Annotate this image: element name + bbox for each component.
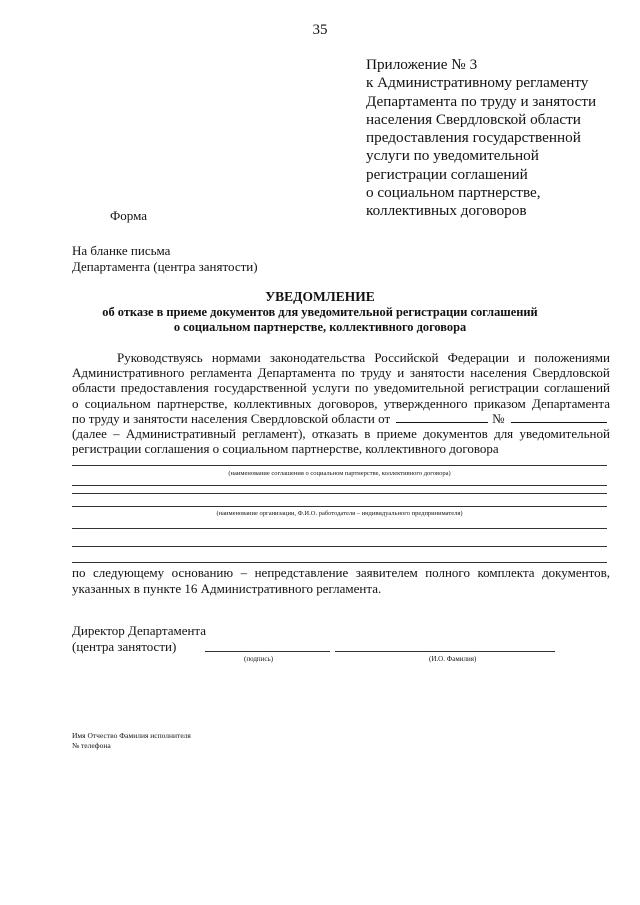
fill-line (72, 493, 607, 494)
word: Федерации (447, 350, 510, 365)
word: комплекта (477, 565, 535, 580)
word: нормами (211, 350, 261, 365)
word: документов, (542, 565, 610, 580)
notice-body (72, 350, 610, 456)
word: труду (360, 365, 392, 381)
body-line-2 (72, 365, 610, 380)
appendix-line: предоставления государственной (366, 129, 581, 147)
refusal-basis (72, 565, 610, 597)
order-number-blank (511, 411, 607, 423)
body-line-4 (72, 396, 610, 411)
word: утвержденного (383, 395, 468, 411)
appendix-block (366, 56, 596, 221)
appendix-line: Департамента по труду и занятости (366, 92, 597, 110)
document-title: УВЕДОМЛЕНИЕ (265, 289, 375, 304)
word: – (240, 565, 248, 580)
full-name-line (335, 651, 555, 652)
agreement-name-caption: (наименование соглашения о социальном партнерстве, коллективного договора) (228, 470, 451, 477)
appendix-line: услуги по уведомительной (366, 147, 539, 165)
word: (далее (72, 426, 107, 442)
body-line-1 (72, 350, 610, 365)
word: предоставления (120, 380, 209, 396)
fill-line (72, 528, 607, 529)
document-subtitle-2: о социальном партнерстве, коллективного договора (173, 320, 467, 334)
word: положениями (534, 350, 610, 365)
word: регламента (190, 365, 252, 381)
document-subtitle-1: об отказе в приеме документов для уведомительной регистрации соглашений (102, 305, 538, 319)
word: Руководствуясь (117, 350, 203, 365)
word: социальном (84, 395, 151, 411)
appendix-line: о социальном партнерстве, (366, 184, 541, 202)
word: приеме (376, 426, 417, 442)
word: Департамента (257, 365, 336, 381)
word: документов (423, 426, 488, 442)
word: о (72, 395, 79, 411)
word: регистрации (469, 380, 539, 396)
fill-line (72, 485, 607, 486)
word: Административного (72, 365, 185, 381)
letterhead-line-2: Департамента (центра занятости) (72, 259, 258, 274)
word: Свердловской (532, 365, 610, 381)
word: договоров, (317, 395, 378, 411)
director-line-2: (центра занятости) (72, 639, 177, 654)
word: – (113, 426, 120, 442)
word: Административный (125, 426, 236, 442)
org-name-line (72, 506, 607, 507)
org-name-caption: (наименование организации, Ф.И.О. работодателя – индивидуального предпринимателя) (216, 510, 463, 517)
word: государственной (214, 380, 307, 396)
word: непредставление (254, 565, 349, 580)
body-line-5 (72, 411, 610, 426)
agreement-name-line (72, 465, 607, 466)
signature-line (205, 651, 330, 652)
word: заявителем (355, 565, 418, 580)
director-title (72, 623, 206, 655)
director-line-1: Директор Департамента (72, 623, 207, 638)
word: области (72, 380, 116, 396)
body-line-7: регистрации соглашения о социальном партнерстве, коллективного договора (72, 441, 499, 457)
date-blank (396, 411, 488, 423)
word: уведомительной (373, 380, 465, 396)
word: Департамента (531, 395, 610, 411)
word: и (518, 350, 526, 365)
basis-line-2: указанных в пункте 16 Административного регламента. (72, 581, 382, 596)
word: населения (470, 365, 527, 381)
word: по (354, 380, 369, 396)
word: уведомительной (519, 426, 610, 442)
number-sign: № (492, 410, 505, 426)
word: партнерстве, (156, 395, 228, 411)
executor-phone: № телефона (72, 741, 111, 750)
word: отказать (311, 426, 358, 442)
word: основанию (171, 565, 234, 580)
body-line-6 (72, 426, 610, 441)
body-line-5-text: по труду и занятости населения Свердловской области от (72, 410, 391, 426)
body-line-3 (72, 380, 610, 395)
letterhead-line-1: На бланке письма (72, 243, 171, 258)
appendix-line: Приложение № 3 (366, 56, 478, 73)
executor-info (72, 731, 191, 751)
word: приказом (473, 395, 526, 411)
signature-caption: (подпись) (244, 655, 274, 663)
letterhead-note (72, 243, 258, 275)
basis-line-1 (72, 565, 610, 581)
fill-line (72, 562, 607, 563)
page-number: 35 (312, 22, 328, 38)
executor-name: Имя Отчество Фамилия исполнителя (72, 731, 191, 740)
word: и (397, 365, 405, 381)
word: следующему (92, 565, 165, 580)
word: Российской (374, 350, 439, 365)
appendix-line: к Административному регламенту (366, 74, 589, 92)
word: полного (425, 565, 470, 580)
word: в (364, 426, 371, 442)
word: регламент), (242, 426, 306, 442)
word: по (72, 565, 86, 580)
appendix-line: населения Свердловской области (366, 110, 581, 128)
full-name-caption: (И.О. Фамилия) (429, 655, 477, 663)
word: законодательства (269, 350, 366, 365)
fill-line (72, 546, 607, 547)
form-label: Форма (110, 208, 147, 223)
appendix-line: коллективных договоров (366, 202, 527, 220)
word: занятости (409, 365, 465, 381)
appendix-line: регистрации соглашений (366, 165, 528, 183)
word: услуги (312, 380, 350, 396)
word: по (341, 365, 355, 381)
word: коллективных (233, 395, 312, 411)
word: соглашений (544, 380, 610, 396)
word: для (494, 426, 514, 442)
